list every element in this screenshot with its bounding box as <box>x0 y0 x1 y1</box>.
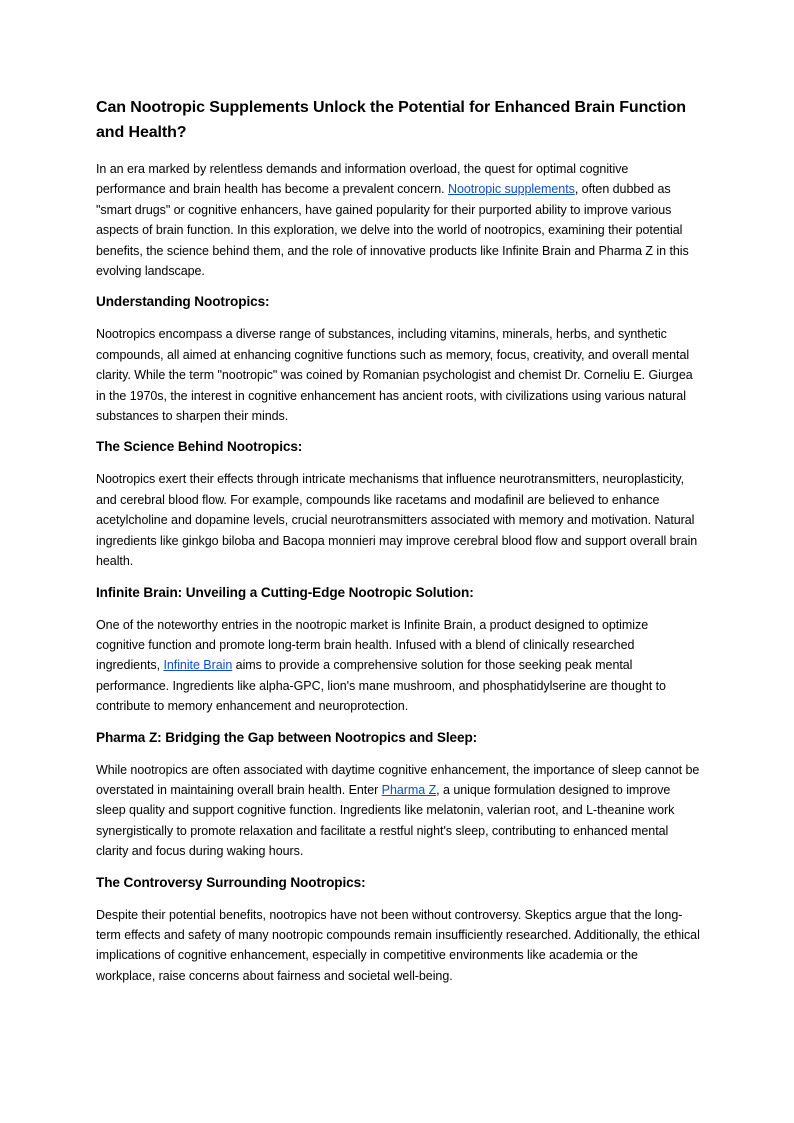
section-heading-infinite-brain: Infinite Brain: Unveiling a Cutting-Edge Nootropic Solution: <box>96 584 474 600</box>
intro-text-after: , often dubbed as "smart drugs" or cognitive enhancers, have gained popularity for their purported ability to improve various aspects of brain function. In this exploration, we delve into the world of nootropics, examining their potential benefits, the science behind them, and the role of innovative products like Infinite Brain and Pharma Z in this evolving landscape. <box>96 182 689 279</box>
section-heading-pharma-z: Pharma Z: Bridging the Gap between Nootropics and Sleep: <box>96 729 478 745</box>
section-body-science: Nootropics exert their effects through intricate mechanisms that influence neurotransmitters, neuroplasticity, and cerebral blood flow. For example, compounds like racetams and modafinil are believed to enhance acetylcholine and dopamine levels, crucial neurotransmitters associated with memory and motivation. Natural ingredients like ginkgo biloba and Bacopa monnieri may improve cerebral blood flow and support overall brain health. <box>96 472 698 569</box>
section-body-infinite-brain <box>96 615 700 717</box>
section-body-controversy: Despite their potential benefits, nootropics have not been without controversy. Skeptics argue that the long-term effects and safety of many nootropic compounds remain insufficiently researched. Additionally, the ethical implications of cognitive enhancement, especially in competitive environments like academia or the workplace, raise concerns about fairness and societal well-being. <box>96 907 700 983</box>
section-body-pharma-z <box>96 760 700 862</box>
section-heading-controversy: The Controversy Surrounding Nootropics: <box>96 874 366 890</box>
intro-text-before: In an era marked by relentless demands and information overload, the quest for optimal cognitive performance and brain health has become a prevalent concern. <box>96 162 629 197</box>
section-heading-understanding: Understanding Nootropics: <box>96 294 270 310</box>
infinite-text-before: One of the noteworthy entries in the nootropic market is Infinite Brain, a product designed to optimize cognitive function and promote long-term brain health. Infused with a blend of clinically researched ingredients, <box>96 617 649 673</box>
document-page <box>96 96 700 997</box>
nootropic-supplements-link[interactable]: Nootropic supplements <box>448 182 575 197</box>
pharma-z-link[interactable]: Pharma Z <box>381 782 437 797</box>
intro-paragraph <box>96 159 700 281</box>
pharma-text-before: While nootropics are often associated with daytime cognitive enhancement, the importance of sleep cannot be overstated in maintaining overall brain health. Enter <box>96 762 700 797</box>
infinite-text-after: aims to provide a comprehensive solution for those seeking peak mental performance. Ingredients like alpha-GPC, lion's mane mushroom, and phosphatidylserine are thought to contribute to memory enhancement and neuroprotection. <box>96 658 666 714</box>
page-title: Can Nootropic Supplements Unlock the Potential for Enhanced Brain Function and Health? <box>96 99 686 141</box>
infinite-brain-link[interactable]: Infinite Brain <box>163 658 233 673</box>
section-body-understanding: Nootropics encompass a diverse range of substances, including vitamins, minerals, herbs, and synthetic compounds, all aimed at enhancing cognitive functions such as memory, focus, creativity, and overall mental clarity. While the term "nootropic" was coined by Romanian psychologist and chemist Dr. Corneliu E. Giurgea in the 1970s, the interest in cognitive enhancement has ancient roots, with civilizations using various natural substances to sharpen their minds. <box>96 327 693 424</box>
pharma-text-after: , a unique formulation designed to improve sleep quality and support cognitive function. Ingredients like melatonin, valerian root, and L-theanine work synergistically to promote relaxation and facilitate a restful night's sleep, contributing to enhanced mental clarity and focus during waking hours. <box>96 782 675 859</box>
section-heading-science: The Science Behind Nootropics: <box>96 439 303 455</box>
